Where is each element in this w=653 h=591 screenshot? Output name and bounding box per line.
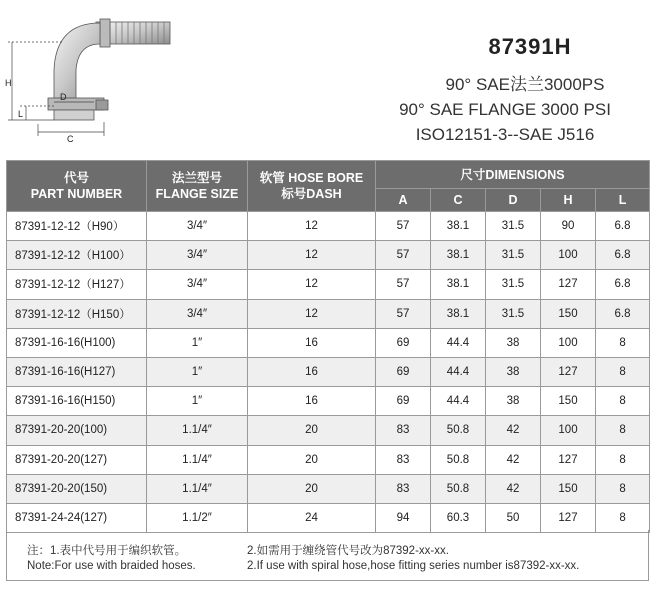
- cell-d: 31.5: [486, 270, 541, 299]
- cell-l: 8: [596, 416, 650, 445]
- cell-c: 38.1: [431, 241, 486, 270]
- cell-pn: 87391-12-12（H90）: [7, 212, 147, 241]
- table-row: [7, 299, 650, 328]
- cell-dash: 20: [248, 416, 376, 445]
- cell-flange: 1.1/4″: [147, 445, 248, 474]
- cell-pn: 87391-16-16(H127): [7, 357, 147, 386]
- cell-dash: 16: [248, 387, 376, 416]
- cell-flange: 3/4″: [147, 299, 248, 328]
- cell-c: 38.1: [431, 299, 486, 328]
- cell-dash: 12: [248, 299, 376, 328]
- note-1-cn: 注：1.表中代号用于编织软管。: [27, 545, 187, 557]
- header-dim-c: C: [431, 189, 486, 212]
- cell-l: 8: [596, 445, 650, 474]
- spec-line-en: 90° SAE FLANGE 3000 PSI: [399, 100, 611, 119]
- cell-pn: 87391-20-20(100): [7, 416, 147, 445]
- cell-pn: 87391-24-24(127): [7, 503, 147, 532]
- table-row: [7, 357, 650, 386]
- cell-pn: 87391-12-12（H127）: [7, 270, 147, 299]
- cell-pn: 87391-20-20(127): [7, 445, 147, 474]
- header-dim-a: A: [376, 189, 431, 212]
- cell-a: 69: [376, 328, 431, 357]
- cell-h: 90: [541, 212, 596, 241]
- cell-d: 42: [486, 474, 541, 503]
- cell-d: 31.5: [486, 241, 541, 270]
- header-dim-l: L: [596, 189, 650, 212]
- table-row: [7, 270, 650, 299]
- cell-h: 100: [541, 416, 596, 445]
- cell-pn: 87391-20-20(150): [7, 474, 147, 503]
- cell-flange: 1″: [147, 328, 248, 357]
- cell-pn: 87391-12-12（H100）: [7, 241, 147, 270]
- cell-a: 57: [376, 212, 431, 241]
- cell-a: 69: [376, 357, 431, 386]
- note-1-en: Note:For use with braided hoses.: [27, 560, 196, 572]
- product-title: 87391H: [488, 34, 572, 59]
- cell-h: 127: [541, 503, 596, 532]
- cell-a: 83: [376, 416, 431, 445]
- cell-flange: 3/4″: [147, 241, 248, 270]
- cell-dash: 12: [248, 270, 376, 299]
- header-dimensions: 尺寸DIMENSIONS: [376, 161, 650, 189]
- cell-l: 6.8: [596, 299, 650, 328]
- cell-h: 150: [541, 387, 596, 416]
- dim-l-label: L: [18, 109, 24, 119]
- cell-pn: 87391-16-16(H150): [7, 387, 147, 416]
- cell-c: 44.4: [431, 328, 486, 357]
- table-row: [7, 416, 650, 445]
- cell-h: 100: [541, 328, 596, 357]
- cell-flange: 1″: [147, 387, 248, 416]
- table-row: [7, 241, 650, 270]
- cell-a: 69: [376, 387, 431, 416]
- cell-c: 50.8: [431, 445, 486, 474]
- notes-box: [6, 530, 649, 581]
- cell-flange: 1″: [147, 357, 248, 386]
- cell-l: 6.8: [596, 241, 650, 270]
- header-part-number: 代号 PART NUMBER: [7, 161, 147, 212]
- dim-h-label: H: [5, 78, 12, 88]
- cell-flange: 1.1/4″: [147, 474, 248, 503]
- cell-a: 57: [376, 270, 431, 299]
- cell-l: 8: [596, 387, 650, 416]
- cell-d: 31.5: [486, 212, 541, 241]
- cell-d: 42: [486, 416, 541, 445]
- spec-line-cn: 90° SAE法兰3000PS: [445, 75, 605, 94]
- cell-flange: 1.1/2″: [147, 503, 248, 532]
- cell-a: 94: [376, 503, 431, 532]
- table-row: [7, 387, 650, 416]
- header-dim-d: D: [486, 189, 541, 212]
- cell-h: 127: [541, 357, 596, 386]
- cell-c: 50.8: [431, 474, 486, 503]
- title-block: [360, 34, 650, 147]
- table-row: [7, 474, 650, 503]
- cell-l: 8: [596, 503, 650, 532]
- cell-c: 60.3: [431, 503, 486, 532]
- cell-l: 6.8: [596, 212, 650, 241]
- cell-d: 38: [486, 357, 541, 386]
- cell-d: 31.5: [486, 299, 541, 328]
- cell-h: 100: [541, 241, 596, 270]
- fitting-drawing: [4, 14, 174, 142]
- cell-a: 83: [376, 445, 431, 474]
- cell-flange: 3/4″: [147, 270, 248, 299]
- table-row: [7, 503, 650, 532]
- cell-h: 150: [541, 299, 596, 328]
- cell-dash: 24: [248, 503, 376, 532]
- cell-dash: 20: [248, 474, 376, 503]
- dimensions-table: [6, 160, 650, 533]
- cell-d: 38: [486, 328, 541, 357]
- cell-dash: 12: [248, 241, 376, 270]
- cell-dash: 12: [248, 212, 376, 241]
- header-hose-bore: 软管 HOSE BORE 标号DASH: [248, 161, 376, 212]
- cell-d: 42: [486, 445, 541, 474]
- cell-d: 50: [486, 503, 541, 532]
- cell-a: 83: [376, 474, 431, 503]
- cell-flange: 3/4″: [147, 212, 248, 241]
- cell-flange: 1.1/4″: [147, 416, 248, 445]
- cell-dash: 16: [248, 328, 376, 357]
- cell-d: 38: [486, 387, 541, 416]
- header-dim-h: H: [541, 189, 596, 212]
- cell-l: 8: [596, 474, 650, 503]
- cell-l: 8: [596, 328, 650, 357]
- table-row: [7, 445, 650, 474]
- spec-line-standard: ISO12151-3--SAE J516: [415, 125, 595, 144]
- note-2-cn: 2.如需用于缠绕管代号改为87392-xx-xx.: [247, 545, 449, 557]
- cell-h: 150: [541, 474, 596, 503]
- table-row: [7, 212, 650, 241]
- table-row: [7, 328, 650, 357]
- cell-c: 38.1: [431, 212, 486, 241]
- cell-a: 57: [376, 299, 431, 328]
- header-flange-size: 法兰型号 FLANGE SIZE: [147, 161, 248, 212]
- cell-pn: 87391-16-16(H100): [7, 328, 147, 357]
- cell-l: 8: [596, 357, 650, 386]
- note-2-en: 2.If use with spiral hose,hose fitting series number is87392-xx-xx.: [247, 560, 580, 572]
- cell-c: 50.8: [431, 416, 486, 445]
- dim-c-label: C: [67, 134, 74, 142]
- dim-d-label: D: [60, 92, 67, 102]
- cell-h: 127: [541, 445, 596, 474]
- cell-pn: 87391-12-12（H150）: [7, 299, 147, 328]
- cell-c: 44.4: [431, 387, 486, 416]
- cell-h: 127: [541, 270, 596, 299]
- cell-dash: 16: [248, 357, 376, 386]
- cell-dash: 20: [248, 445, 376, 474]
- cell-a: 57: [376, 241, 431, 270]
- cell-c: 38.1: [431, 270, 486, 299]
- cell-l: 6.8: [596, 270, 650, 299]
- cell-c: 44.4: [431, 357, 486, 386]
